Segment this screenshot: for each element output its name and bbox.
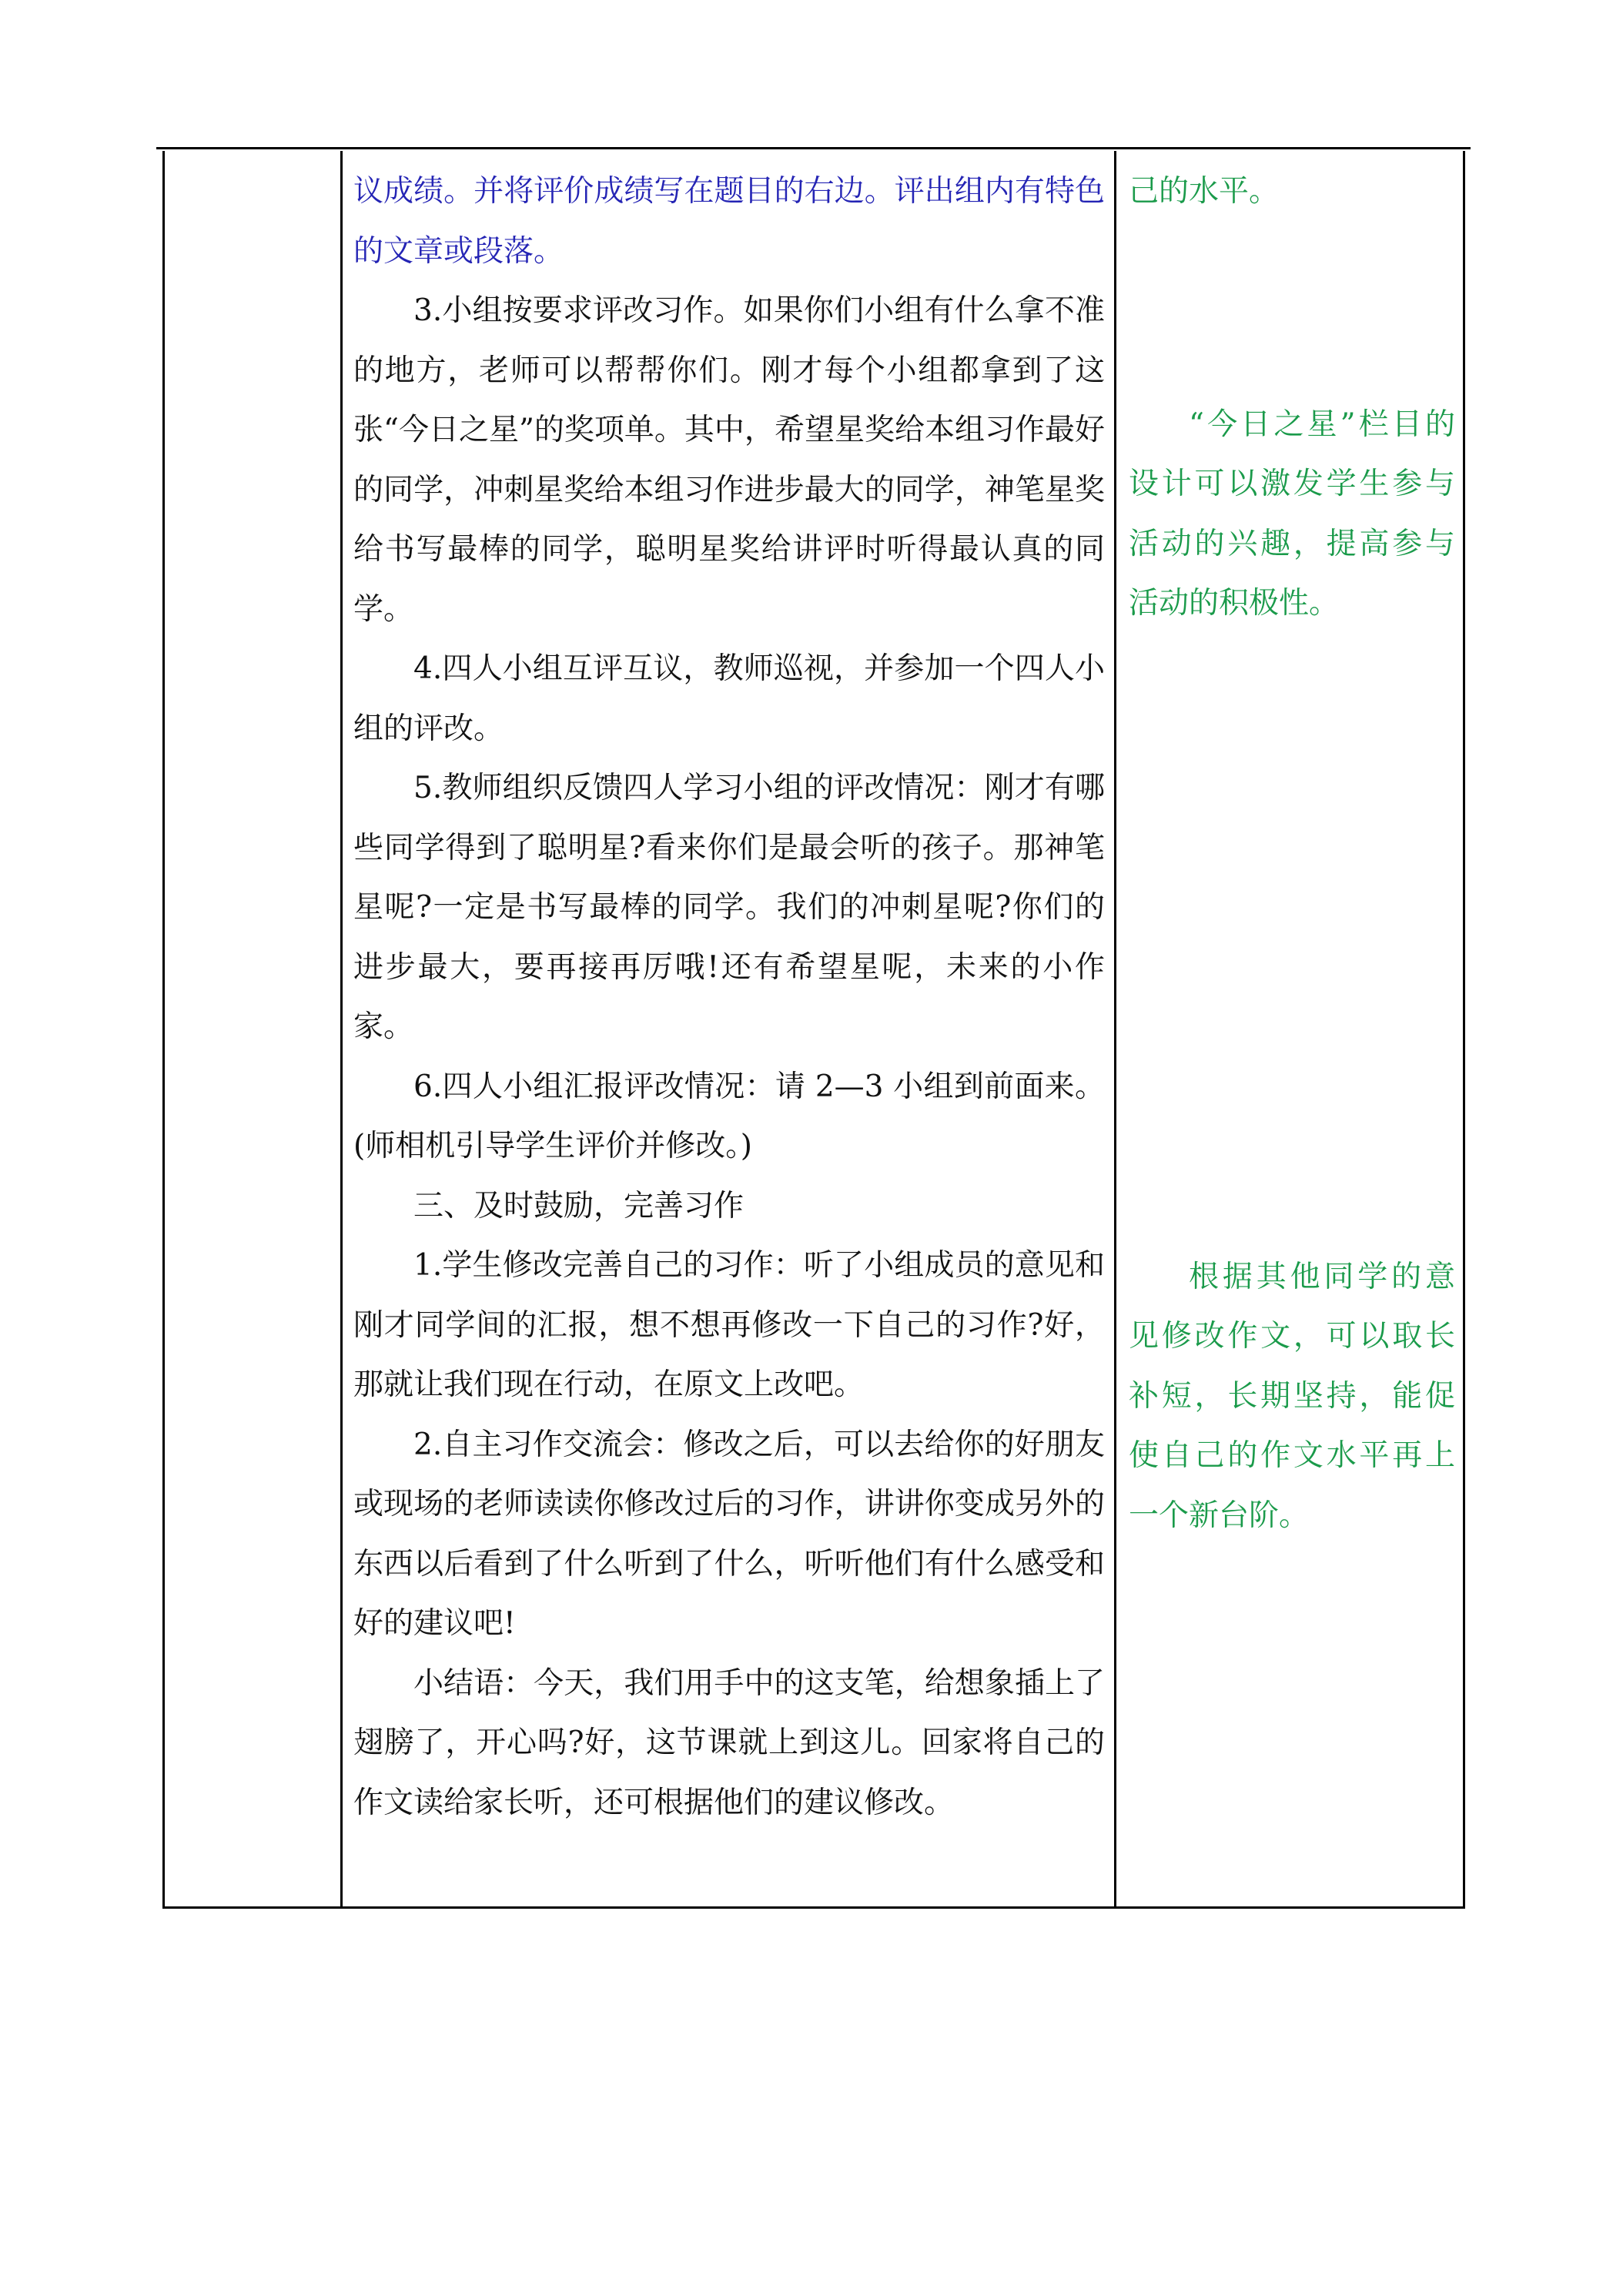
design-intent-column-cell: [1116, 151, 1464, 1908]
page-top-rule: [156, 147, 1471, 149]
activity-paragraph-2: 3.小组按要求评改习作。如果你们小组有什么拿不准的地方，老师可以帮帮你们。刚才每个小组都拿到了这张“今日之星”的奖项单。其中，希望星奖给本组习作最好的同学，冲刺星奖给本组习作进步最大的同学，神笔星奖给书写最棒的同学，聪明星奖给讲评时听得最认真的同学。: [353, 293, 1105, 627]
section-heading: 三、及时鼓励，完善习作: [413, 1188, 745, 1223]
stage-column-cell: [164, 151, 342, 1908]
activity-paragraph-3: 4.四人小组互评互议，教师巡视，并参加一个四人小组的评改。: [353, 651, 1105, 746]
design-note-3: 根据其他同学的意见修改作文，可以取长补短，长期坚持，能促使自己的作文水平再上一个新台阶。: [1129, 1259, 1455, 1533]
activity-paragraph-6: 1.学生修改完善自己的习作：听了小组成员的意见和刚才同学间的汇报，想不想再修改一下自己的习作?好，那就让我们现在行动，在原文上改吧。: [353, 1248, 1105, 1402]
table-row: [164, 151, 1464, 1908]
activity-paragraph-1: 议成绩。并将评价成绩写在题目的右边。评出组内有特色的文章或段落。: [353, 174, 1105, 269]
activity-paragraph-7: 2.自主习作交流会：修改之后，可以去给你的好朋友或现场的老师读读你修改过后的习作，讲讲你变成另外的东西以后看到了什么听到了什么，听听他们有什么感受和好的建议吧!: [353, 1427, 1105, 1641]
activity-column-cell: [342, 151, 1116, 1908]
design-note-2: “今日之星”栏目的设计可以激发学生参与活动的兴趣，提高参与活动的积极性。: [1129, 407, 1455, 621]
design-note-1: 己的水平。: [1129, 174, 1280, 209]
activity-paragraph-4: 5.教师组织反馈四人学习小组的评改情况：刚才有哪些同学得到了聪明星?看来你们是最会听的孩子。那神笔星呢?一定是书写最棒的同学。我们的冲刺星呢?你们的进步最大，要再接再厉哦!还有希望星呢，未来的小作家。: [353, 771, 1105, 1044]
activity-paragraph-5: 6.四人小组汇报评改情况：请 2—3 小组到前面来。(师相机引导学生评价并修改。): [353, 1069, 1105, 1163]
summary-paragraph: 小结语：今天，我们用手中的这支笔，给想象插上了翅膀了，开心吗?好，这节课就上到这儿。回家将自己的作文读给家长听，还可根据他们的建议修改。: [353, 1665, 1105, 1820]
lesson-plan-table: [162, 151, 1465, 1909]
